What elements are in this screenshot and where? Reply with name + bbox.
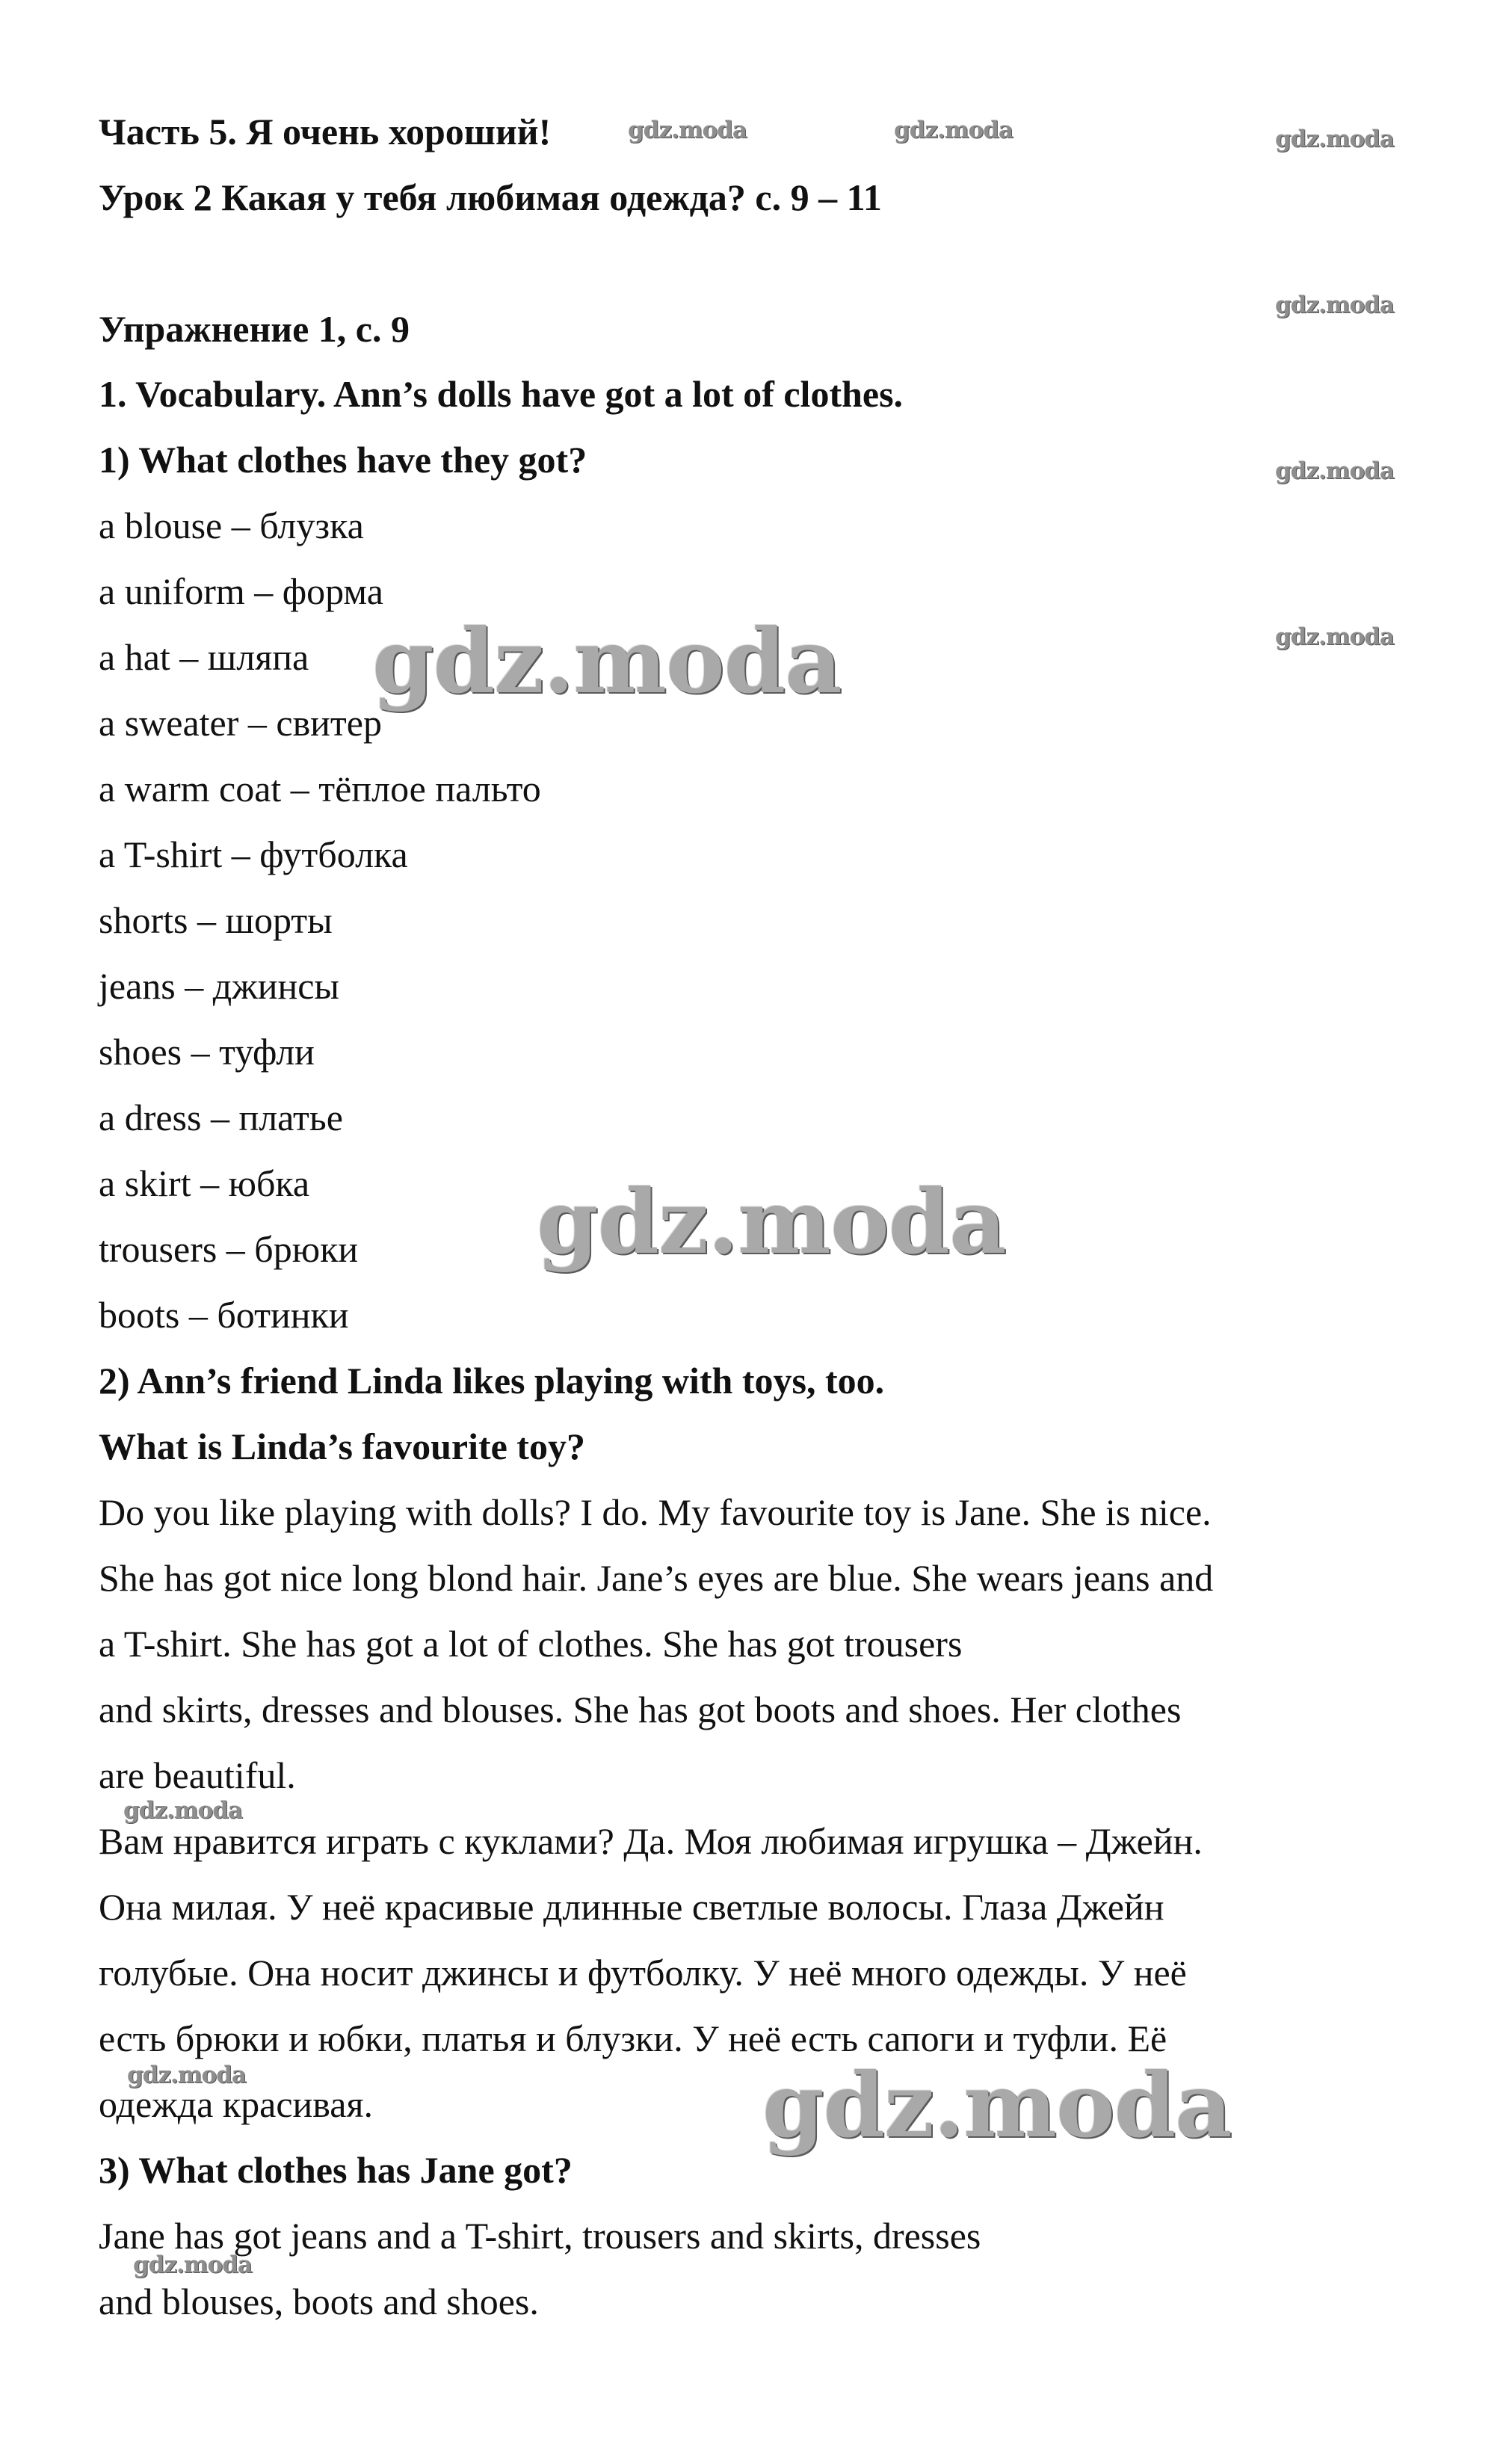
watermark: gdz.moda	[372, 609, 842, 713]
question-2: 2) Ann’s friend Linda likes playing with toys, too.	[99, 1360, 885, 1402]
watermark: gdz.moda	[133, 2251, 252, 2278]
watermark: gdz.moda	[127, 2062, 246, 2088]
text-en-line: a T-shirt. She has got a lot of clothes. She has got trousers	[99, 1623, 963, 1665]
text-ru-line: Вам нравится играть с куклами? Да. Моя любимая игрушка – Джейн.	[99, 1820, 1203, 1862]
watermark: gdz.moda	[628, 117, 747, 144]
vocab-item: a hat – шляпа	[99, 636, 309, 678]
watermark: gdz.moda	[1275, 292, 1394, 318]
text-en-line: Do you like playing with dolls? I do. My favourite toy is Jane. She is nice.	[99, 1491, 1212, 1533]
watermark: gdz.moda	[1275, 623, 1394, 650]
vocab-item: boots – ботинки	[99, 1294, 349, 1336]
text-ru-line: есть брюки и юбки, платья и блузки. У неё есть сапоги и туфли. Её	[99, 2017, 1167, 2059]
watermark: gdz.moda	[894, 117, 1013, 144]
text-en-line: She has got nice long blond hair. Jane’s eyes are blue. She wears jeans and	[99, 1557, 1214, 1599]
vocab-item: a uniform – форма	[99, 570, 383, 612]
vocab-item: a T-shirt – футболка	[99, 833, 408, 875]
text-ru-line: голубые. Она носит джинсы и футболку. У неё много одежды. У неё	[99, 1952, 1187, 1994]
watermark: gdz.moda	[537, 1170, 1006, 1274]
question-3: 3) What clothes has Jane got?	[99, 2149, 573, 2191]
question-2-sub: What is Linda’s favourite toy?	[99, 1425, 585, 1467]
watermark: gdz.moda	[762, 2053, 1232, 2157]
watermark: gdz.moda	[1275, 126, 1394, 152]
task-title: 1. Vocabulary. Ann’s dolls have got a lot of clothes.	[99, 373, 904, 415]
text-ru-line: одежда красивая.	[99, 2083, 373, 2125]
vocab-item: a blouse – блузка	[99, 505, 364, 546]
text-en-line: are beautiful.	[99, 1754, 296, 1796]
answer-3-line: and blouses, boots and shoes.	[99, 2281, 539, 2322]
vocab-item: a dress – платье	[99, 1097, 343, 1138]
vocab-item: shoes – туфли	[99, 1031, 315, 1073]
answer-3-line: Jane has got jeans and a T-shirt, trousers and skirts, dresses	[99, 2215, 981, 2257]
question-1: 1) What clothes have they got?	[99, 439, 587, 481]
vocab-item: a sweater – свитер	[99, 702, 382, 744]
watermark: gdz.moda	[123, 1797, 242, 1824]
exercise-title: Упражнение 1, с. 9	[99, 308, 410, 350]
text-en-line: and skirts, dresses and blouses. She has got boots and shoes. Her clothes	[99, 1689, 1182, 1730]
text-ru-line: Она милая. У неё красивые длинные светлые волосы. Глаза Джейн	[99, 1886, 1164, 1928]
vocab-item: shorts – шорты	[99, 899, 333, 941]
part-title: Часть 5. Я очень хороший!	[99, 111, 552, 152]
lesson-title: Урок 2 Какая у тебя любимая одежда? с. 9 – 11	[99, 176, 882, 218]
watermark: gdz.moda	[1275, 457, 1394, 484]
vocab-item: a warm coat – тёплое пальто	[99, 768, 541, 810]
vocab-item: jeans – джинсы	[99, 965, 340, 1007]
vocab-item: a skirt – юбка	[99, 1162, 310, 1204]
vocab-item: trousers – брюки	[99, 1228, 359, 1270]
